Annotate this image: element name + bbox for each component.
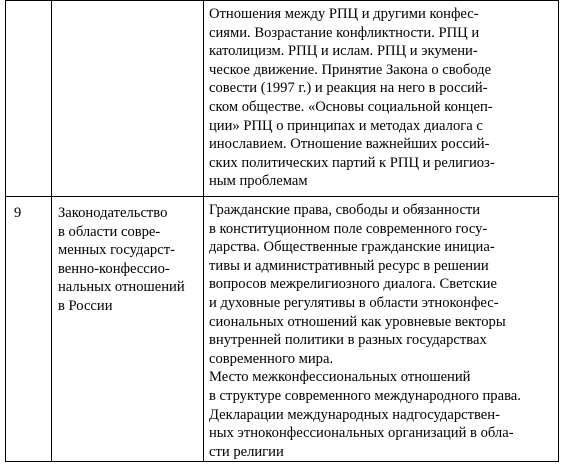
topic-text bbox=[52, 1, 203, 8]
topic-line: нальных отношений bbox=[58, 279, 185, 296]
content-line: ции» РПЦ о принципах и методах диалога с bbox=[209, 117, 483, 134]
content-line: вопросов межрелигиозного диалога. Светские bbox=[209, 276, 497, 293]
topic-line: менных государст- bbox=[58, 242, 175, 259]
content-line: сти религии bbox=[209, 443, 284, 460]
topic-line: в области совре- bbox=[58, 223, 161, 240]
table-row bbox=[6, 197, 559, 462]
content-line: в конституционном поле современного госу- bbox=[209, 220, 488, 237]
content-cell bbox=[204, 1, 559, 197]
content-line: Место межконфессиональных отношений bbox=[209, 369, 471, 386]
content-text bbox=[204, 197, 558, 461]
content-line: совести (1997 г.) и реакция на него в россий- bbox=[209, 80, 488, 97]
content-line: Гражданские права, свободы и обязанности bbox=[209, 202, 481, 218]
topic-line: венно-конфессио- bbox=[58, 260, 170, 277]
row-number-cell bbox=[6, 1, 52, 197]
curriculum-table bbox=[5, 0, 559, 462]
content-line: ческое движение. Принятие Закона о свободе bbox=[209, 61, 492, 78]
content-line: ском обществе. «Основы социальной концеп- bbox=[209, 98, 493, 115]
content-line: инославием. Отношение важнейших россий- bbox=[209, 136, 490, 153]
content-line: внутренней политики в разных государствах bbox=[209, 332, 487, 349]
content-line: ным проблемам bbox=[209, 173, 308, 190]
row-number-cell bbox=[6, 197, 52, 462]
row-number bbox=[6, 1, 51, 8]
row-number: 9 bbox=[14, 205, 22, 221]
content-line: ских политических партий к РПЦ и религиоз- bbox=[209, 154, 495, 171]
topic-line: в России bbox=[58, 297, 113, 314]
content-line: в структуре современного международного права. bbox=[209, 387, 521, 404]
content-line: Декларации международных надгосударствен- bbox=[209, 406, 500, 423]
content-line: ных этноконфессиональных организаций в обла- bbox=[209, 425, 514, 442]
content-line: сиями. Возрастание конфликтности. РПЦ и bbox=[209, 24, 480, 41]
content-line: сиональных отношений как уровневые векторы bbox=[209, 313, 506, 330]
content-line: тивы и административный ресурс в решении bbox=[209, 257, 489, 274]
topic-line: Законодательство bbox=[58, 205, 168, 221]
content-line: Отношения между РПЦ и другими конфес- bbox=[209, 6, 479, 22]
content-line: современного мира. bbox=[209, 350, 334, 367]
topic-text bbox=[52, 197, 203, 316]
topic-cell bbox=[52, 1, 204, 197]
table-row bbox=[6, 1, 559, 197]
content-line: и духовные регулятивы в области этноконфес- bbox=[209, 294, 499, 311]
topic-cell bbox=[52, 197, 204, 462]
content-text bbox=[204, 1, 558, 191]
content-line: дарства. Общественные гражданские инициа- bbox=[209, 239, 495, 256]
content-cell bbox=[204, 197, 559, 462]
content-line: католицизм. РПЦ и ислам. РПЦ и экумени- bbox=[209, 43, 478, 60]
